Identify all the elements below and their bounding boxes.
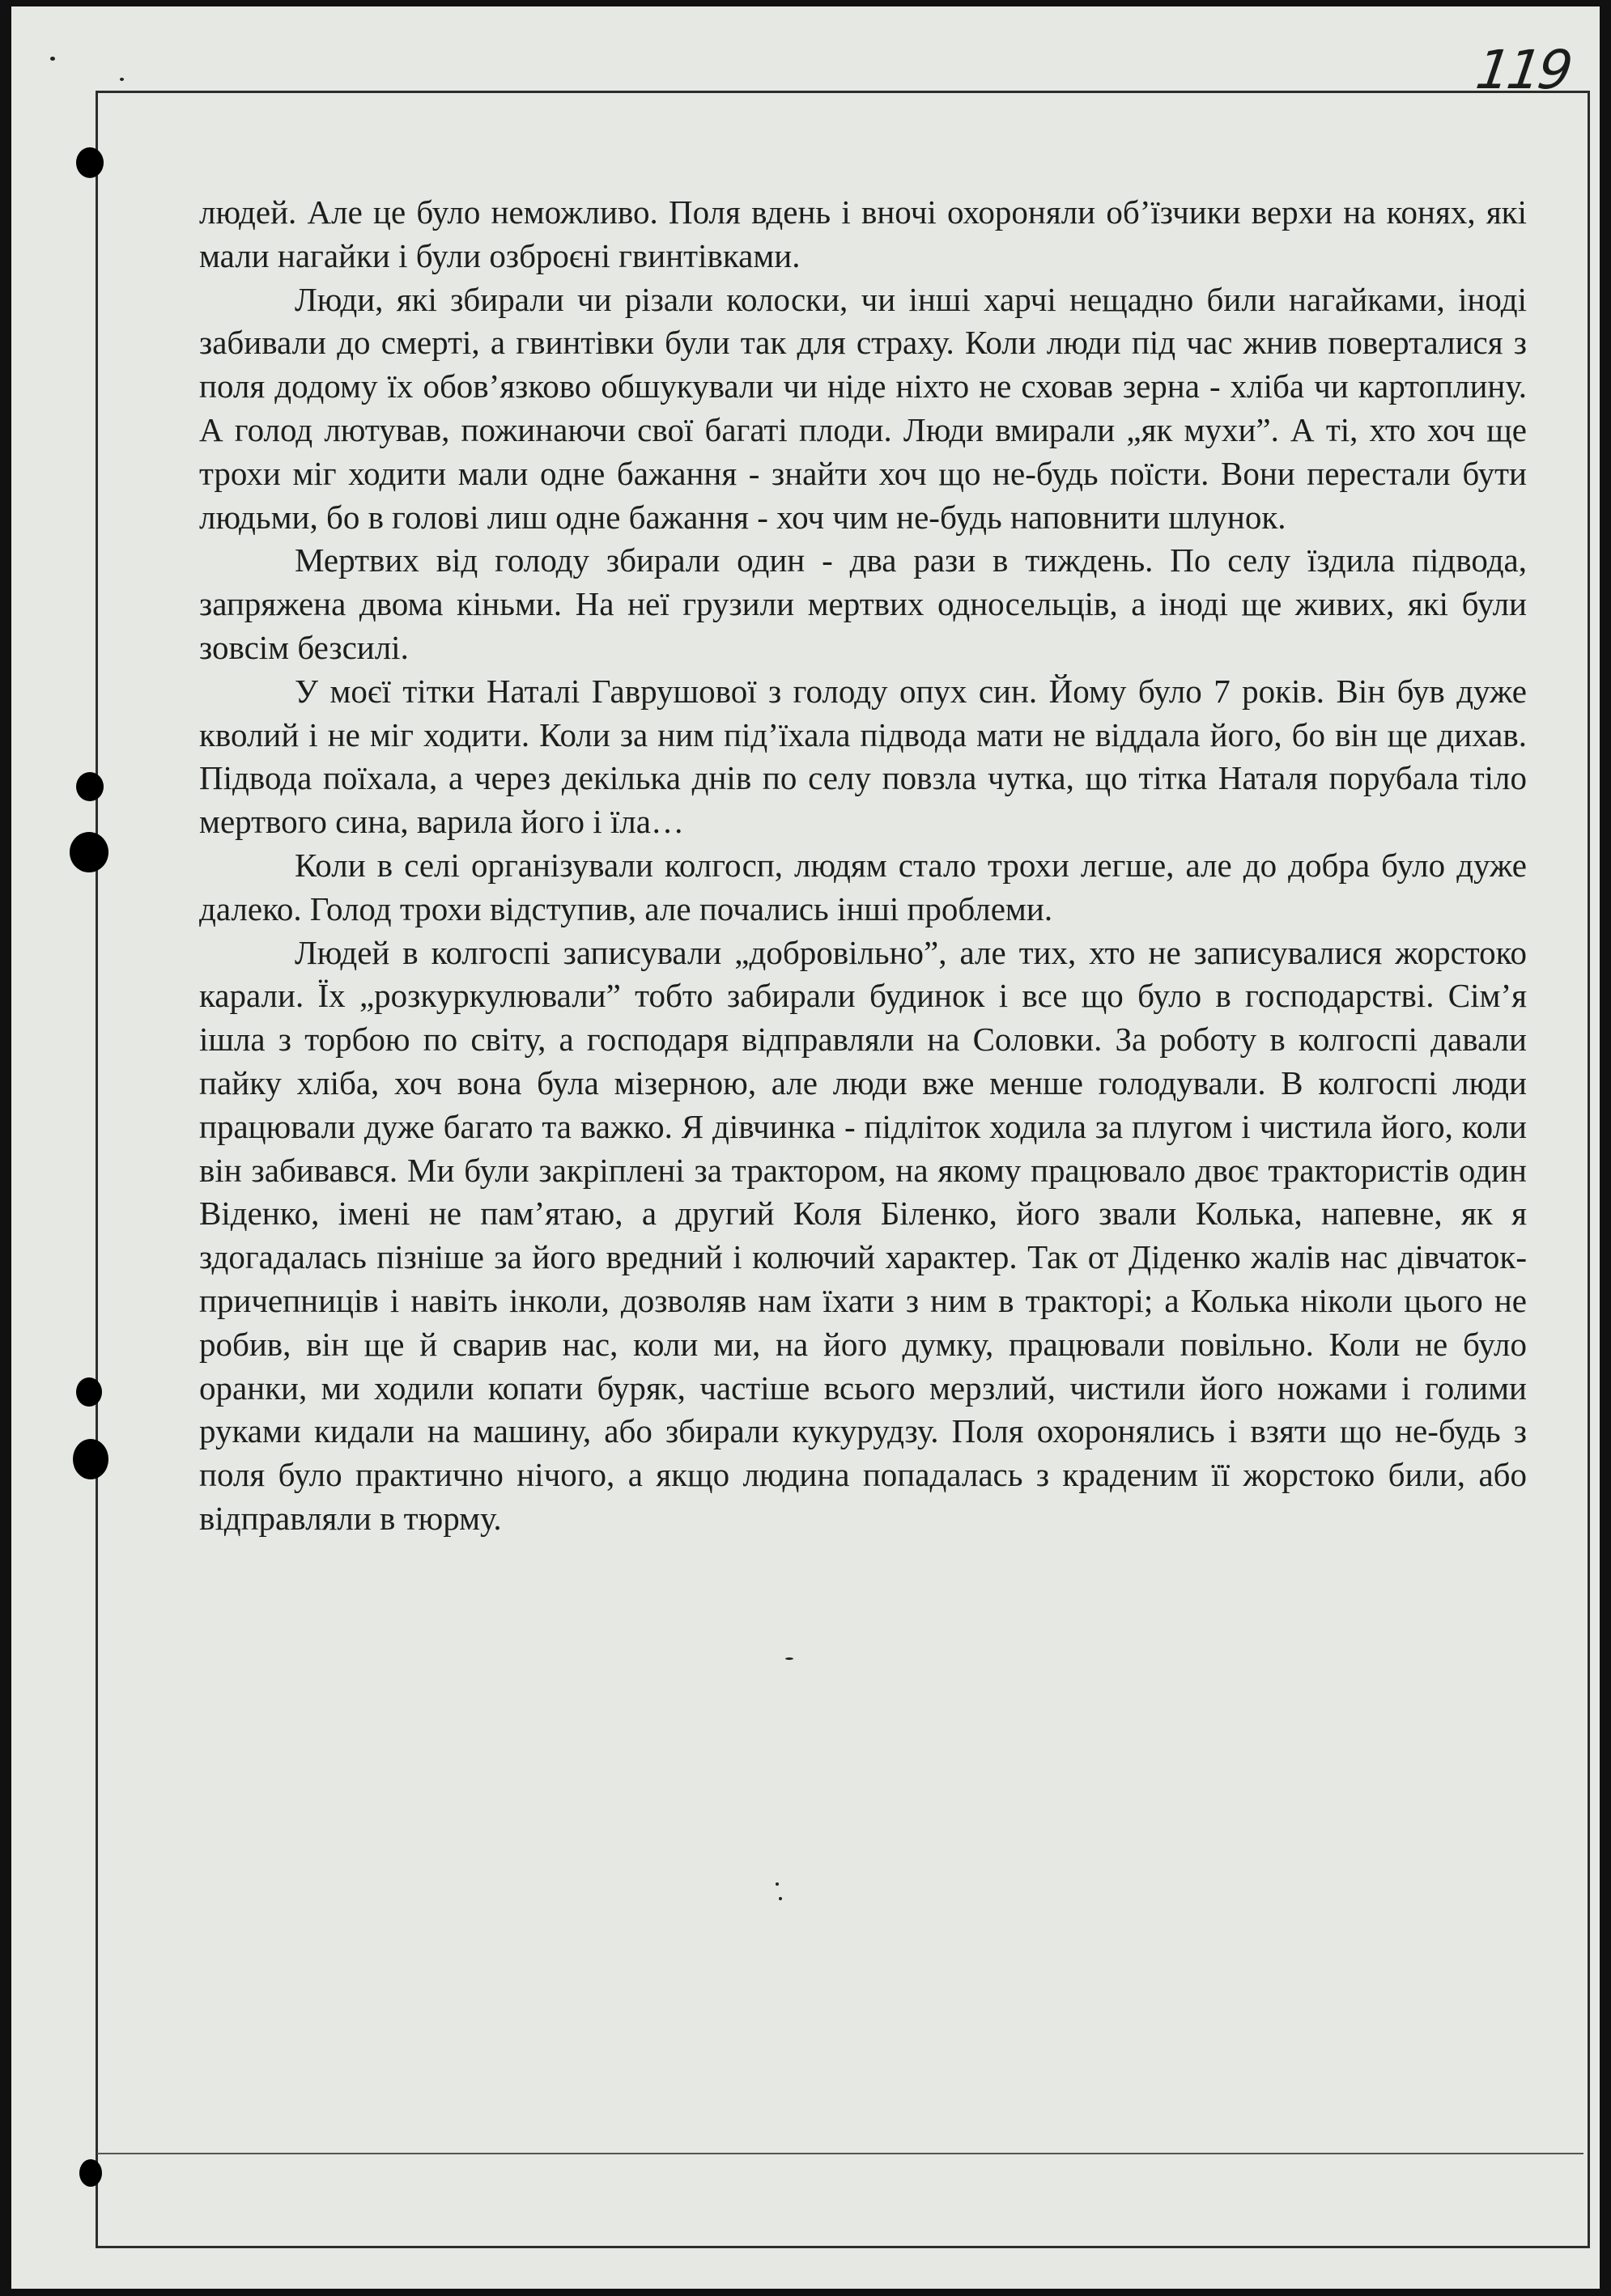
paragraph: Люди, які збирали чи різали колоски, чи інші харчі нещадно били нагайками, іноді забивали до смерті, а гвинтівки були так для страху. Коли люди під час жнив поверталися з поля додому їх обов’язково обшукували чи ніде ніхто не сховав зерна - хліба чи картоплину. А голод лютував, пожинаючи свої багаті плоди. Люди вмирали „як мухи”. А ті, хто хоч ще трохи міг ходити мали одне бажання - знайти хоч що не-будь поїсти. Вони перестали бути людьми, бо в голові лиш одне бажання - хоч чим не-будь наповнити шлунок. bbox=[199, 280, 1527, 536]
paragraph: Мертвих від голоду збирали один - два рази в тиждень. По селу їздила підвода, запряжена двома кіньми. На неї грузили мертвих односельців, а іноді ще живих, які були зовсім безсилі. bbox=[199, 541, 1527, 666]
scan-speck bbox=[776, 1882, 779, 1886]
scan-speck bbox=[779, 1897, 782, 1900]
punch-hole bbox=[70, 832, 108, 872]
punch-hole bbox=[76, 772, 104, 801]
scan-speck bbox=[785, 1657, 793, 1660]
punch-hole bbox=[76, 1377, 102, 1407]
punch-hole bbox=[79, 2159, 102, 2187]
paragraph: людей. Але це було неможливо. Поля вдень і вночі охороняли об’їзчики верхи на конях, які мали нагайки і були озброєні гвинтівками. bbox=[199, 193, 1527, 274]
scan-speck bbox=[120, 78, 124, 81]
body-text bbox=[199, 191, 1527, 1541]
paragraph: У моєї тітки Наталі Гаврушової з голоду опух син. Йому було 7 років. Він був дуже кволий і не міг ходити. Коли за ним під’їхала підвода мати не віддала його, бо він ще дихав. Підвода поїхала, а через декілька днів по селу повзла чутка, що тітка Наталя порубала тіло мертвого сина, варила його і їла… bbox=[199, 672, 1527, 841]
paragraph: Людей в колгоспі записували „добровільно”, але тих, хто не записувалися жорстоко карали. Їх „розкуркулювали” тобто забирали будинок і все що було в господарстві. Сім’я ішла з торбою по світу, а господаря відправляли на Соловки. За роботу в колгоспі давали пайку хліба, хоч вона була мізерною, але люди вже менше голодували. В колгоспі люди працювали дуже багато та важко. Я дівчинка - підліток ходила за плугом і чистила його, коли він забивався. Ми були закріплені за трактором, на якому працювало двоє трактористів один Віденко, імені не пам’ятаю, а другий Коля Біленко, його звали Колька, напевне, як я здогадалась пізніше за його вредний і колючий характер. Так от Діденко жалів нас дівчаток-причепниців і навіть інколи, дозволяв нам їхати з ним в тракторі; а Колька ніколи цього не робив, він ще й сварив нас, коли ми, на його думку, працювали повільно. Коли не було оранки, ми ходили копати буряк, частіше всього мерзлий, чистили його ножами і голими руками кидали на машину, або збирали кукурудзу. Поля охоронялись і взяти що не-будь з поля було практично нічого, а якщо людина попадалась з краденим її жорстоко били, або відправляли в тюрму. bbox=[199, 933, 1527, 1537]
punch-hole bbox=[73, 1439, 108, 1479]
page-number: 119 bbox=[1472, 39, 1574, 101]
paragraph: Коли в селі організували колгосп, людям стало трохи легше, але до добра було дуже далеко. Голод трохи відступив, але почались інші проблеми. bbox=[199, 846, 1527, 927]
punch-hole bbox=[76, 147, 104, 178]
document-page bbox=[11, 6, 1600, 2289]
scan-speck bbox=[50, 57, 55, 61]
footer-rule bbox=[97, 2153, 1583, 2154]
